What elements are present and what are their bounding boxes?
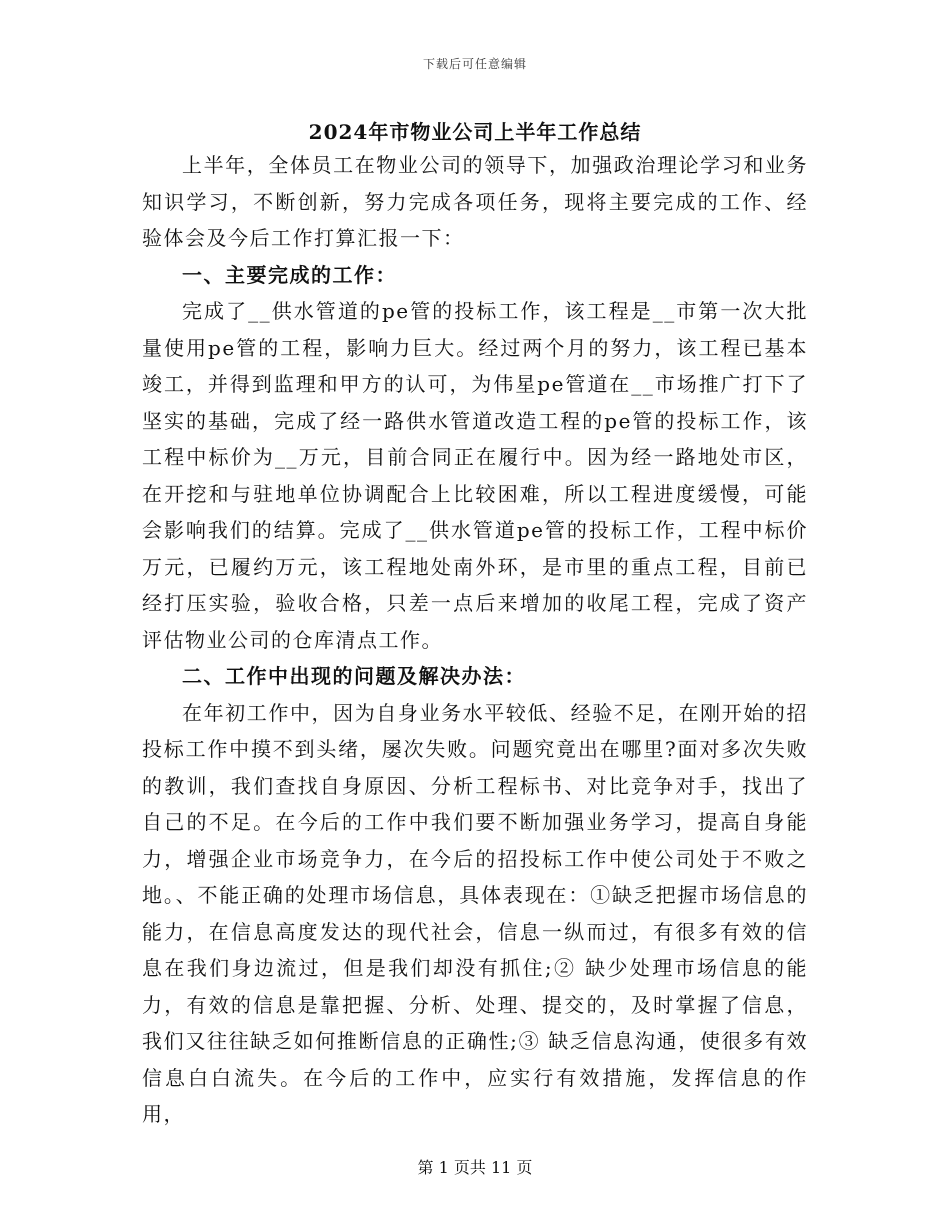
page-footer: 第 1 页共 11 页: [417, 1158, 533, 1177]
document-body: [142, 147, 808, 1133]
document-title: 2024年市物业公司上半年工作总结: [308, 120, 642, 144]
section-heading-1: 一、主要完成的工作：: [182, 262, 397, 287]
intro-paragraph: 上半年，全体员工在物业公司的领导下，加强政治理论学习和业务知识学习，不断创新，努力完成各项任务，现将主要完成的工作、经验体会及今后工作打算汇报一下：: [142, 153, 808, 250]
section-heading-2: 二、工作中出现的问题及解决办法：: [182, 664, 526, 688]
header-note: 下载后可任意编辑: [422, 57, 527, 71]
section-2-paragraph: 在年初工作中，因为自身业务水平较低、经验不足，在刚开始的招投标工作中摸不到头绪，屡次失败。问题究竟出在哪里?面对多次失败的教训，我们查找自身原因、分析工程标书、对比竞争对手，找出了自己的不足。在今后的工作中我们要不断加强业务学习，提高自身能力，增强企业市场竞争力，在今后的招投标工作中使公司处于不败之地。、不能正确的处理市场信息，具体表现在：①缺乏把握市场信息的能力，在信息高度发达的现代社会，信息一纵而过，有很多有效的信息在我们身边流过，但是我们却没有抓住;② 缺少处理市场信息的能力，有效的信息是靠把握、分析、处理、提交的，及时掌握了信息，我们又往往缺乏如何推断信息的正确性;③ 缺乏信息沟通，使很多有效信息白白流失。在今后的工作中，应实行有效措施，发挥信息的作用，: [142, 700, 808, 1126]
section-1-paragraph: 完成了__供水管道的pe管的投标工作，该工程是__市第一次大批量使用pe管的工程，影响力巨大。经过两个月的努力，该工程已基本竣工，并得到监理和甲方的认可，为伟星pe管道在__市场推广打下了坚实的基础，完成了经一路供水管道改造工程的pe管的投标工作，该工程中标价为__万元，目前合同正在履行中。因为经一路地处市区，在开挖和与驻地单位协调配合上比较困难，所以工程进度缓慢，可能会影响我们的结算。完成了__供水管道pe管的投标工作，工程中标价万元，已履约万元，该工程地处南外环，是市里的重点工程，目前已经打压实验，验收合格，只差一点后来增加的收尾工程，完成了资产评估物业公司的仓库清点工作。: [142, 299, 808, 652]
